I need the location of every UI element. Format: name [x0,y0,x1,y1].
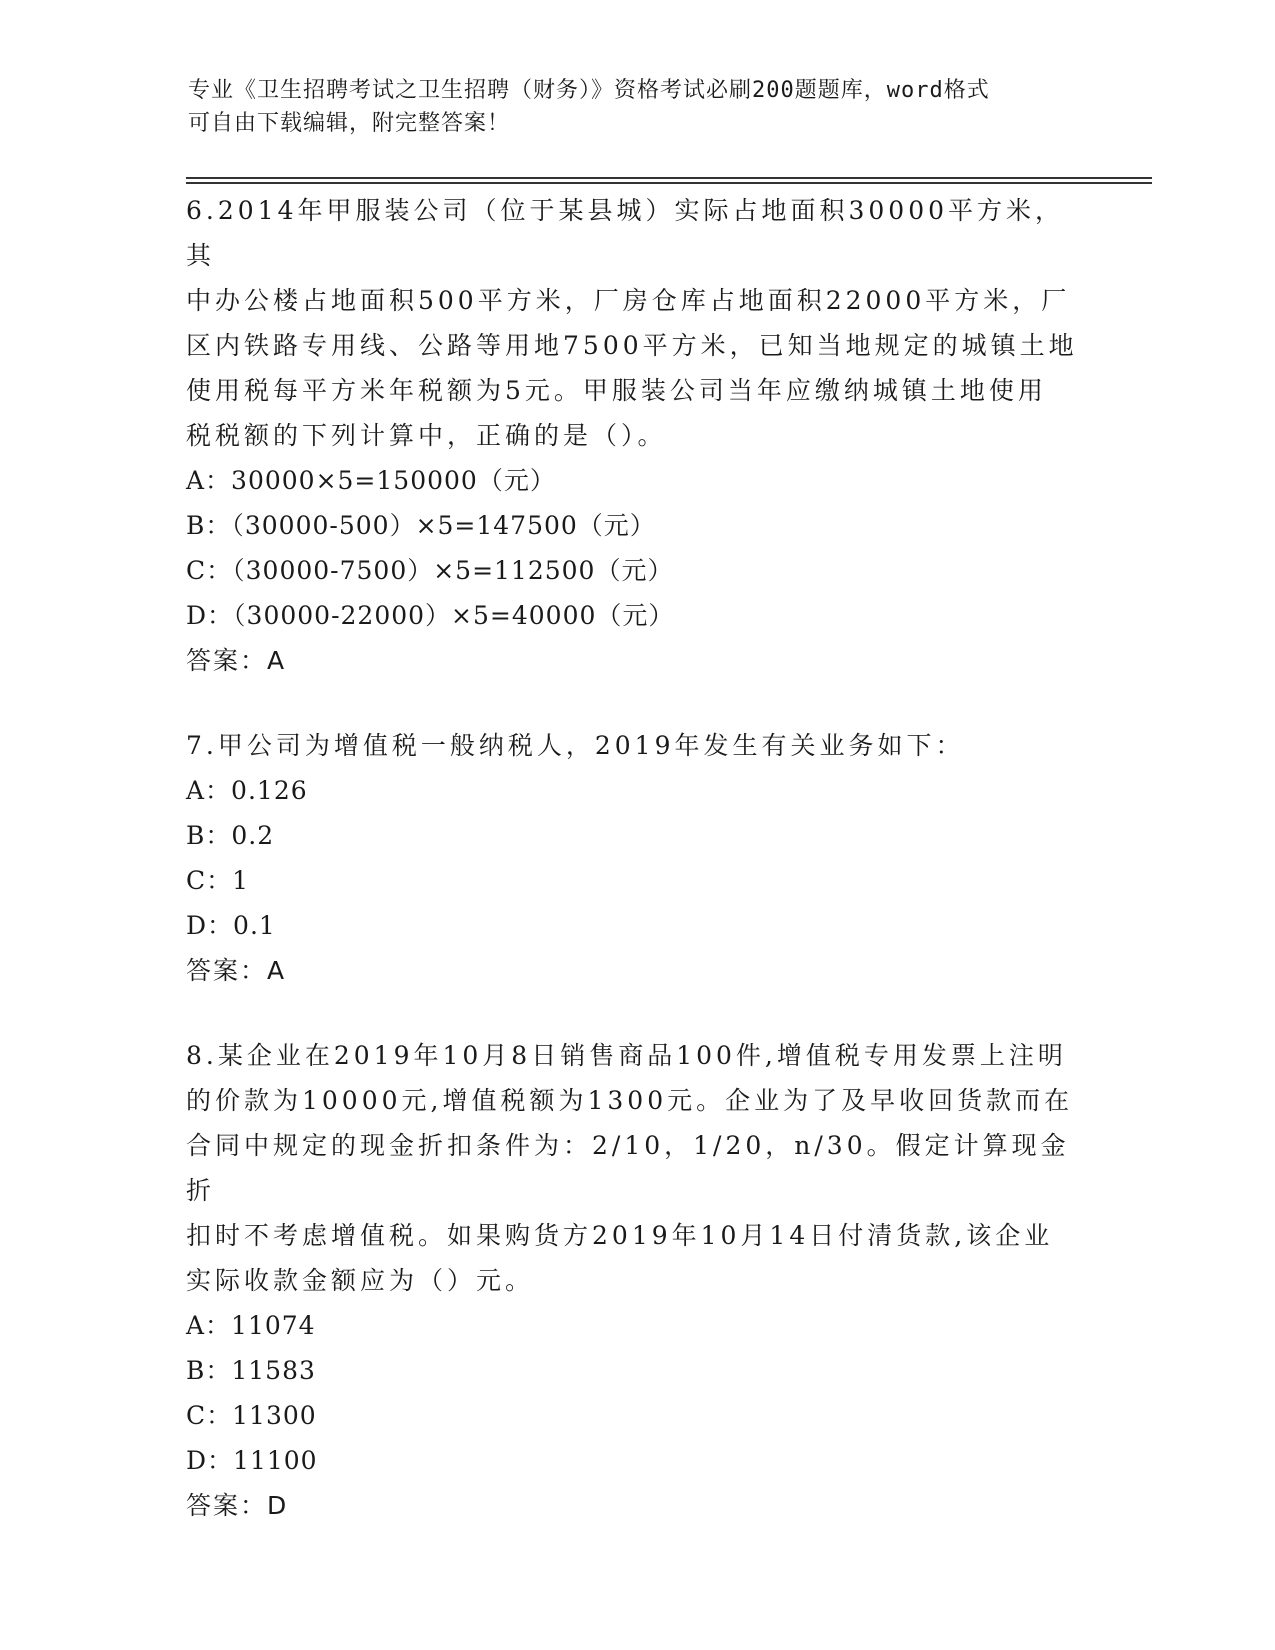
question-text-line: 实际收款金额应为（）元。 [186,1266,535,1295]
answer-line: 答案：A [186,646,287,675]
question-text-line: 税税额的下列计算中，正确的是（）。 [186,421,667,450]
option-a: A：11074 [186,1311,316,1340]
header-line-2: 可自由下载编辑，附完整答案！ [188,111,511,136]
question-7 [186,723,1086,993]
option-b: B：11583 [186,1356,316,1385]
answer-line: 答案：A [186,956,287,985]
header-divider-bottom [186,182,1152,184]
question-8 [186,1033,1086,1528]
option-b: B：0.2 [186,821,275,850]
document-header [188,74,1088,140]
question-text-line: 8.某企业在2019年10月8日销售商品100件,增值税专用发票上注明 [186,1041,1067,1070]
question-list [186,188,1086,1568]
header-divider-top [186,177,1152,179]
header-line-1: 专业《卫生招聘考试之卫生招聘（财务）》资格考试必刷200题题库，word格式 [188,78,990,103]
question-text-line: 中办公楼占地面积500平方米，厂房仓库占地面积22000平方米，厂 [186,286,1071,315]
option-c: C：（30000-7500）×5=112500（元） [186,556,674,585]
question-text-line: 7.甲公司为增值税一般纳税人，2019年发生有关业务如下： [186,731,965,760]
option-c: C：1 [186,866,250,895]
question-text-line: 的价款为10000元,增值税额为1300元。企业为了及早收回货款而在 [186,1086,1074,1115]
option-d: D：（30000-22000）×5=40000（元） [186,601,675,630]
question-text-line: 区内铁路专用线、公路等用地7500平方米，已知当地规定的城镇土地 [186,331,1078,360]
option-a: A：0.126 [186,776,308,805]
question-text-line: 使用税每平方米年税额为5元。甲服装公司当年应缴纳城镇土地使用 [186,376,1047,405]
option-c: C：11300 [186,1401,317,1430]
option-b: B：（30000-500）×5=147500（元） [186,511,656,540]
answer-line: 答案：D [186,1491,289,1520]
option-a: A：30000×5=150000（元） [186,466,556,495]
option-d: D：0.1 [186,911,276,940]
question-text-line: 扣时不考虑增值税。如果购货方2019年10月14日付清货款,该企业 [186,1221,1054,1250]
question-6 [186,188,1086,683]
question-text-line: 合同中规定的现金折扣条件为：2/10，1/20，n/30。假定计算现金折 [186,1131,1070,1205]
option-d: D：11100 [186,1446,318,1475]
question-text-line: 6.2014年甲服装公司（位于某县城）实际占地面积30000平方米，其 [186,196,1065,270]
